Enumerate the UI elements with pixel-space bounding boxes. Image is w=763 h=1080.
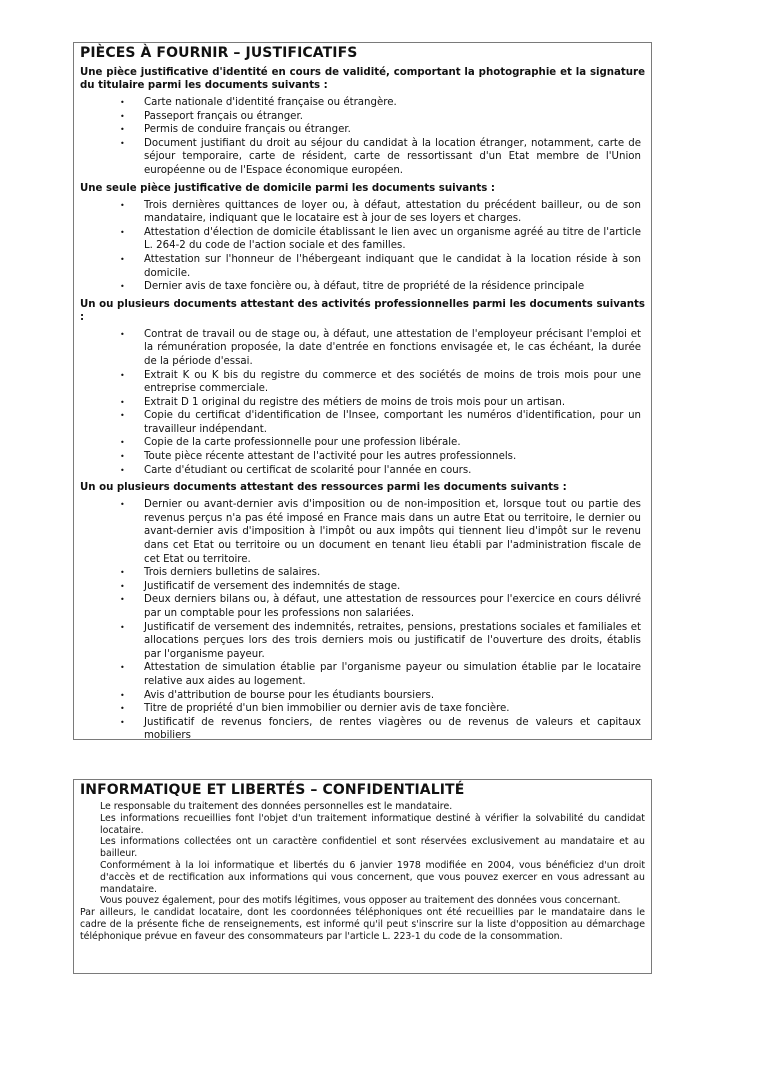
- resources-group: [80, 481, 645, 743]
- list-item: • Justificatif de versement des indemnités de stage.: [80, 580, 645, 594]
- group-intro: Un ou plusieurs documents attestant des activités professionnelles parmi les documents suivants :: [80, 298, 645, 323]
- identity-group: [80, 66, 645, 178]
- list-item: • Justificatif de versement des indemnités, retraites, pensions, prestations sociales et familiales et allocations perçues lors des trois derniers mois ou justificatif de l'ouverture des droits, établis par l'organisme payeur.: [80, 621, 645, 662]
- list-item: • Contrat de travail ou de stage ou, à défaut, une attestation de l'employeur précisant l'emploi et la rémunération proposée, la date d'entrée en fonctions envisagée et, le cas échéant, la durée de la période d'essai.: [80, 328, 645, 369]
- list-item: • Copie du certificat d'identification de l'Insee, comportant les numéros d'identification, pour un travailleur indépendant.: [80, 409, 645, 436]
- privacy-paragraph: Le responsable du traitement des données personnelles est le mandataire.: [100, 801, 453, 812]
- list-item: • Document justifiant du droit au séjour du candidat à la location étranger, notamment, carte de séjour temporaire, carte de résident, carte de ressortissant d'un Etat membre de l'Union européenne ou de l'Espace économique européen.: [80, 137, 645, 178]
- list-item: • Extrait D 1 original du registre des métiers de moins de trois mois pour un artisan.: [80, 396, 645, 410]
- list-item: • Deux derniers bilans ou, à défaut, une attestation de ressources pour l'exercice en cours délivré par un comptable pour les professions non salariées.: [80, 593, 645, 620]
- identity-list: [80, 96, 645, 178]
- professional-group: [80, 298, 645, 478]
- list-item: • Carte nationale d'identité française ou étrangère.: [80, 96, 645, 110]
- list-item: • Permis de conduire français ou étranger.: [80, 123, 645, 137]
- list-item: • Avis d'attribution de bourse pour les étudiants boursiers.: [80, 689, 645, 703]
- privacy-paragraph: Vous pouvez également, pour des motifs légitimes, vous opposer au traitement des données vous concernant.: [100, 895, 621, 907]
- privacy-paragraph: Les informations recueillies font l'objet d'un traitement informatique destiné à vérifier la solvabilité du candidat locataire.: [100, 812, 645, 836]
- privacy-section: [73, 779, 652, 974]
- section-title: PIÈCES À FOURNIR – JUSTIFICATIFS: [80, 45, 358, 61]
- list-item: • Copie de la carte professionnelle pour une profession libérale.: [80, 436, 645, 450]
- privacy-paragraph: Par ailleurs, le candidat locataire, dont les coordonnées téléphoniques ont été recueillies par le mandataire dans le cadre de la présente fiche de renseignements, est informé qu'il peut s'inscrire sur la liste d'opposition au démarchage téléphonique prévue en faveur des consommateurs par l'article L. 223-1 du code de la consommation.: [80, 907, 645, 942]
- list-item: • Dernier avis de taxe foncière ou, à défaut, titre de propriété de la résidence principale: [80, 280, 645, 294]
- list-item: • Trois dernières quittances de loyer ou, à défaut, attestation du précédent bailleur, ou de son mandataire, indiquant que le locataire est à jour de ses loyers et charges.: [80, 199, 645, 226]
- list-item: • Carte d'étudiant ou certificat de scolarité pour l'année en cours.: [80, 464, 645, 478]
- professional-list: [80, 328, 645, 478]
- domicile-group: [80, 182, 645, 294]
- list-item: • Extrait K ou K bis du registre du commerce et des sociétés de moins de trois mois pour une entreprise commerciale.: [80, 369, 645, 396]
- privacy-paragraph: Conformément à la loi informatique et libertés du 6 janvier 1978 modifiée en 2004, vous bénéficiez d'un droit d'accès et de rectification aux informations qui vous concernent, que vous pouvez exercer en vous adressant au mandataire.: [100, 859, 645, 895]
- group-intro: Une seule pièce justificative de domicile parmi les documents suivants :: [80, 182, 495, 194]
- privacy-paragraph: Les informations collectées ont un caractère confidentiel et sont réservées exclusivement au mandataire et au bailleur.: [100, 836, 645, 860]
- list-item: • Dernier ou avant-dernier avis d'imposition ou de non-imposition et, lorsque tout ou partie des revenus perçus n'a pas été imposé en France mais dans un autre Etat ou territoire, le dernier ou avant-dernier avis d'imposition à l'impôt ou aux impôts qui tiennent lieu d'impôt sur le revenu dans cet Etat ou territoire ou un document en tenant lieu établi par l'administration fiscale de cet Etat ou territoire.: [80, 498, 645, 566]
- resources-list: [80, 498, 645, 743]
- domicile-list: [80, 199, 645, 294]
- section-title: INFORMATIQUE ET LIBERTÉS – CONFIDENTIALITÉ: [80, 782, 465, 798]
- list-item: • Justificatif de revenus fonciers, de rentes viagères ou de revenus de valeurs et capitaux mobiliers: [80, 716, 645, 743]
- list-item: • Trois derniers bulletins de salaires.: [80, 566, 645, 580]
- list-item: • Attestation sur l'honneur de l'hébergeant indiquant que le candidat à la location réside à son domicile.: [80, 253, 645, 280]
- group-intro: Un ou plusieurs documents attestant des ressources parmi les documents suivants :: [80, 482, 567, 494]
- group-intro: Une pièce justificative d'identité en cours de validité, comportant la photographie et la signature du titulaire parmi les documents suivants :: [80, 67, 645, 91]
- list-item: • Titre de propriété d'un bien immobilier ou dernier avis de taxe foncière.: [80, 702, 645, 716]
- list-item: • Attestation d'élection de domicile établissant le lien avec un organisme agréé au titre de l'article L. 264-2 du code de l'action sociale et des familles.: [80, 226, 645, 253]
- list-item: • Toute pièce récente attestant de l'activité pour les autres professionnels.: [80, 450, 645, 464]
- list-item: • Attestation de simulation établie par l'organisme payeur ou simulation établie par le locataire relative aux aides au logement.: [80, 661, 645, 688]
- list-item: • Passeport français ou étranger.: [80, 110, 645, 124]
- documents-section: [73, 42, 652, 740]
